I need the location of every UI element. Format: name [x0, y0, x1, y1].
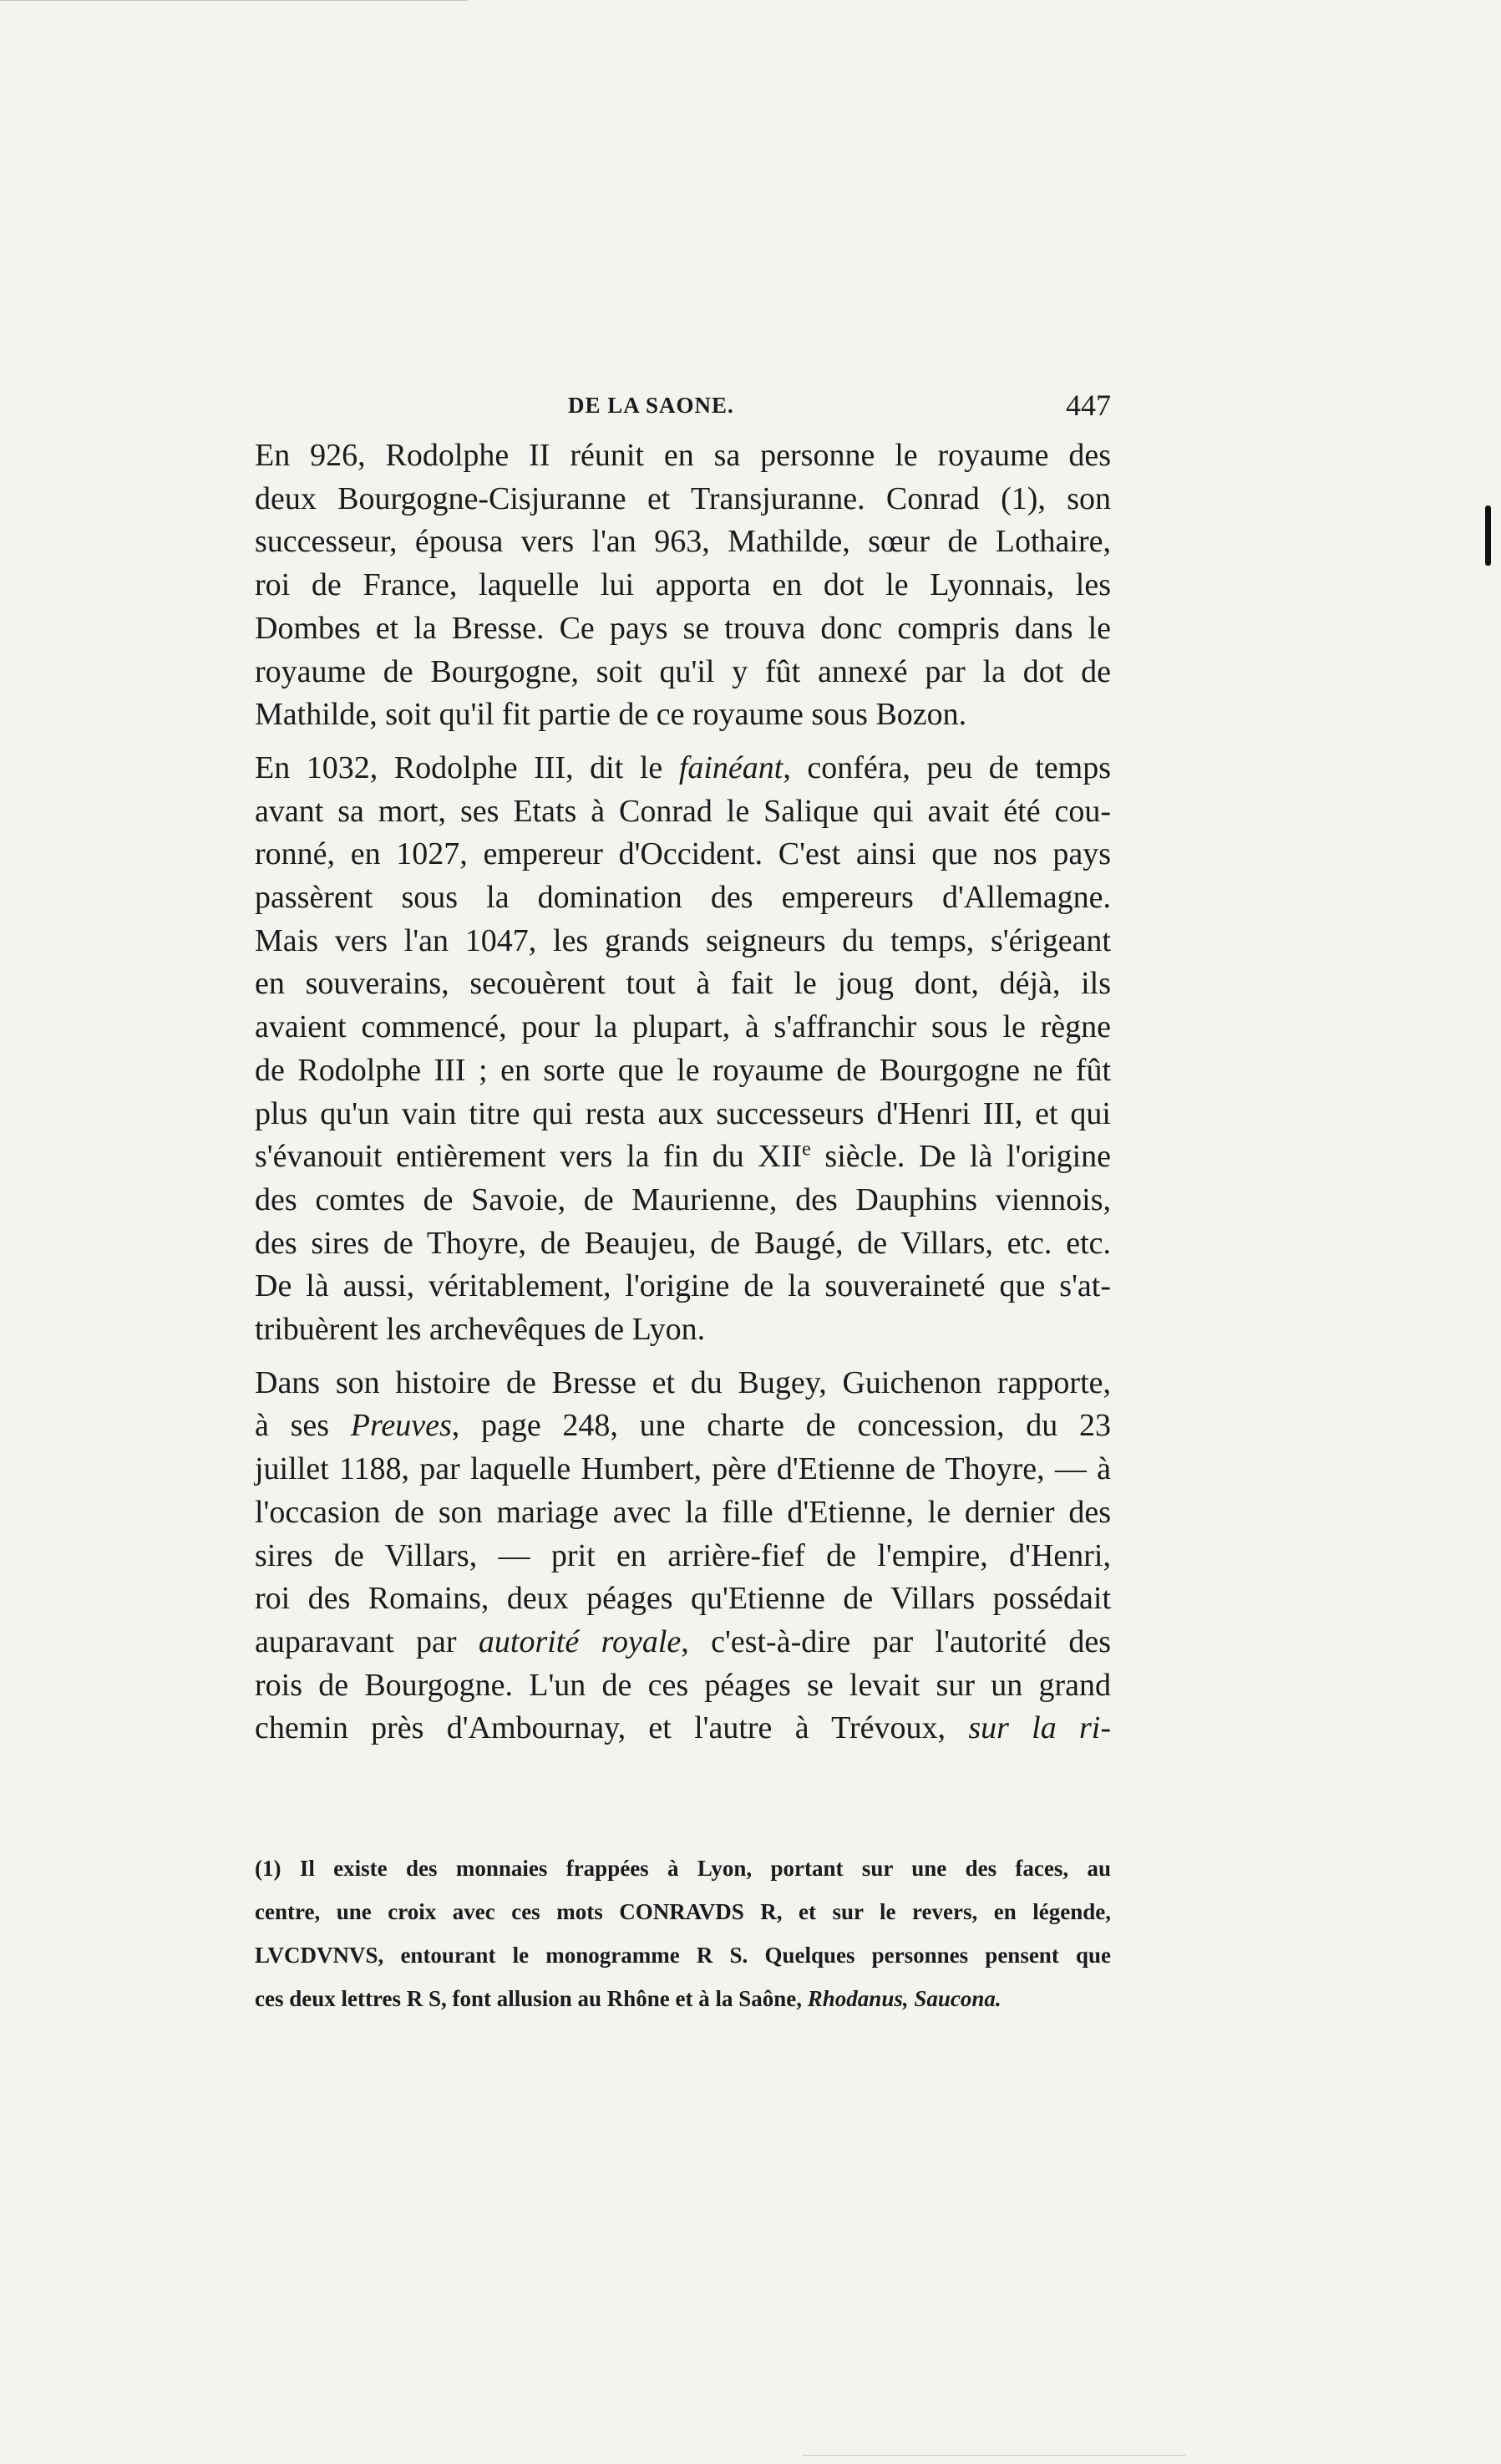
running-title: DE LA SAONE. [568, 393, 734, 418]
text-line [255, 1621, 1111, 1664]
paragraph [255, 747, 1111, 1352]
text-line: l'occasion de son mariage avec la fille d'Etienne, le dernier des [255, 1494, 1111, 1530]
italic-text: autorité royale [478, 1623, 682, 1659]
scan-edge-line-bottom [802, 2455, 1186, 2456]
superscript: e [802, 1138, 811, 1161]
margin-mark [1485, 506, 1491, 566]
text-line: Mais vers l'an 1047, les grands seigneurs du temps, s'érigeant [255, 922, 1111, 958]
text-run: En 1032, Rodolphe III, dit le [255, 749, 679, 785]
text-line: centre, une croix avec ces mots CONRAVDS R, et sur le revers, en légende, [255, 1899, 1111, 1924]
text-line: des sires de Thoyre, de Beaujeu, de Baugé, de Villars, etc. etc. [255, 1225, 1111, 1261]
text-run: chemin près d'Ambournay, et l'autre à Trévoux, [255, 1710, 969, 1746]
text-line: roi des Romains, deux péages qu'Etienne de Villars possédait [255, 1581, 1111, 1617]
text-line: sires de Villars, — prit en arrière-fief de l'empire, d'Henri, [255, 1537, 1111, 1573]
text-line: En 926, Rodolphe II réunit en sa personne le royaume des [255, 438, 1111, 473]
text-line: rois de Bourgogne. L'un de ces péages se levait sur un grand [255, 1667, 1111, 1703]
text-line: LVCDVNVS, entourant le monogramme R S. Quelques personnes pensent que [255, 1943, 1111, 1968]
text-line: roi de France, laquelle lui apporta en dot le Lyonnais, les [255, 567, 1111, 603]
text-run: siècle. De là l'origine [810, 1139, 1111, 1175]
text-line [255, 1707, 1111, 1750]
text-line: Dombes et la Bresse. Ce pays se trouva donc compris dans le [255, 610, 1111, 646]
text-line [255, 1405, 1111, 1448]
italic-text: Rhodanus, Saucona. [807, 1986, 1002, 2011]
footnote [255, 1847, 1111, 2020]
text-run: , page 248, une charte de concession, du 23 [451, 1408, 1111, 1444]
italic-text: fainéant [678, 749, 783, 785]
text-line: passèrent sous la domination des empereurs d'Allemagne. [255, 880, 1111, 916]
text-line: des comtes de Savoie, de Maurienne, des Dauphins viennois, [255, 1181, 1111, 1217]
text-run: s'évanouit entièrement vers la fin du XII [255, 1139, 803, 1175]
text-line: de Rodolphe III ; en sorte que le royaume de Bourgogne ne fût [255, 1052, 1111, 1088]
text-line: avaient commencé, pour la plupart, à s'affranchir sous le règne [255, 1009, 1111, 1045]
text-line [255, 747, 1111, 790]
paragraph [255, 1362, 1111, 1750]
italic-text: sur la ri- [968, 1710, 1111, 1746]
text-run: , c'est-à-dire par l'autorité des [681, 1623, 1111, 1659]
page-number: 447 [1066, 389, 1111, 422]
text-line [255, 1135, 1111, 1179]
text-line: royaume de Bourgogne, soit qu'il y fût annexé par la dot de [255, 653, 1111, 689]
text-line: en souverains, secouèrent tout à fait le joug dont, déjà, ils [255, 966, 1111, 1002]
text-line: deux Bourgogne-Cisjuranne et Transjuranne. Conrad (1), son [255, 480, 1111, 516]
text-line: De là aussi, véritablement, l'origine de la souveraineté que s'at- [255, 1268, 1111, 1304]
text-run: auparavant par [255, 1623, 479, 1659]
text-line [255, 1977, 1111, 2020]
text-run: à ses [255, 1408, 351, 1444]
paragraph [255, 434, 1111, 737]
text-run: , conféra, peu de temps [783, 749, 1111, 785]
text-line: juillet 1188, par laquelle Humbert, père d'Etienne de Thoyre, — à [255, 1451, 1111, 1487]
italic-text: Preuves [350, 1408, 452, 1444]
text-line: (1) Il existe des monnaies frappées à Lyon, portant sur une des faces, au [255, 1856, 1111, 1881]
text-line: plus qu'un vain titre qui resta aux successeurs d'Henri III, et qui [255, 1095, 1111, 1131]
text-line: avant sa mort, ses Etats à Conrad le Salique qui avait été cou- [255, 793, 1111, 829]
text-line: Dans son histoire de Bresse et du Bugey, Guichenon rapporte, [255, 1364, 1111, 1400]
text-line: Mathilde, soit qu'il fit partie de ce royaume sous Bozon. [255, 697, 967, 733]
body-text [255, 434, 1111, 1750]
page-header [255, 380, 1111, 430]
text-line: ronné, en 1027, empereur d'Occident. C'est ainsi que nos pays [255, 836, 1111, 872]
text-run: ces deux lettres R S, font allusion au Rhône et à la Saône, [255, 1986, 808, 2011]
scan-edge-line [0, 0, 468, 1]
text-line: successeur, épousa vers l'an 963, Mathilde, sœur de Lothaire, [255, 524, 1111, 560]
text-line: tribuèrent les archevêques de Lyon. [255, 1312, 706, 1348]
